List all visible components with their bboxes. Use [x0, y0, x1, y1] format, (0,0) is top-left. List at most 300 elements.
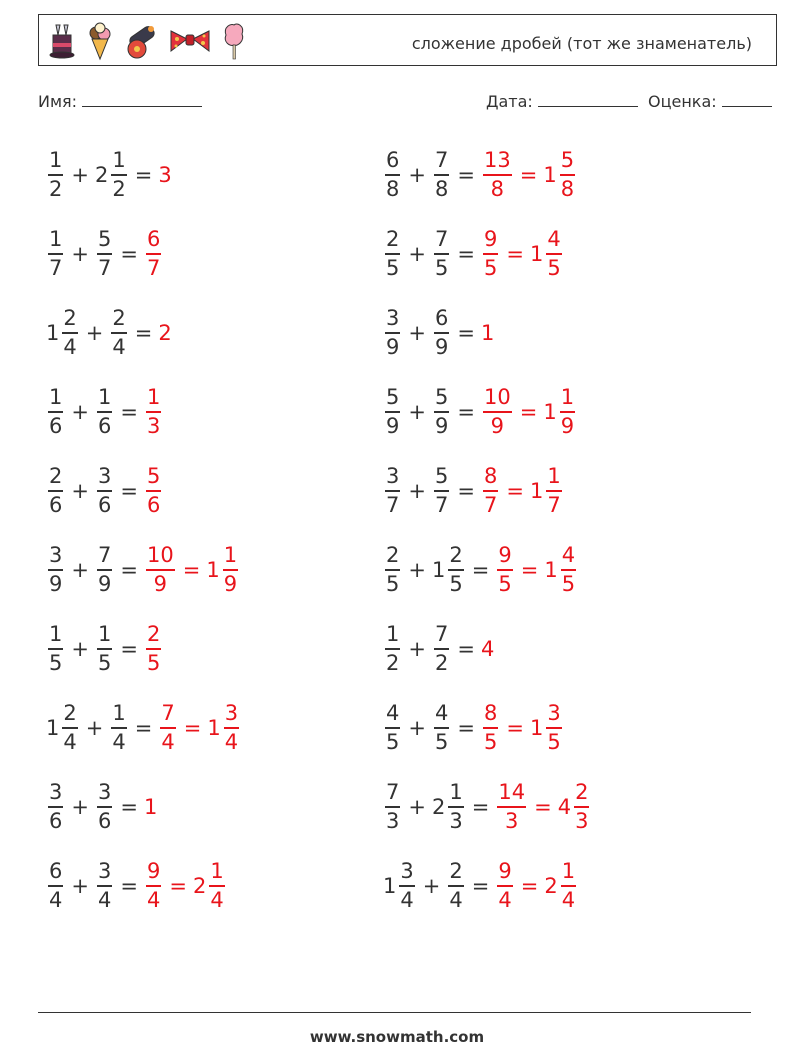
answer-term: 3	[158, 163, 172, 187]
fraction	[483, 387, 512, 437]
answer-term	[144, 387, 163, 437]
problem-item	[46, 851, 227, 921]
fraction	[561, 545, 576, 595]
term	[46, 308, 80, 358]
fraction	[497, 545, 512, 595]
fraction	[385, 229, 400, 279]
term	[432, 308, 451, 358]
denominator: 9	[223, 571, 238, 596]
answer-equals-sign: =	[506, 479, 524, 503]
plus-sign: +	[71, 558, 89, 582]
equals-sign: =	[120, 479, 138, 503]
denominator: 5	[386, 255, 400, 280]
answer-equals-sign: =	[520, 874, 539, 898]
fraction	[146, 624, 161, 674]
numerator: 9	[483, 227, 498, 252]
fraction	[434, 308, 449, 358]
equals-sign: =	[120, 400, 138, 424]
problem-item	[383, 140, 577, 210]
fraction	[385, 545, 400, 595]
equals-sign: =	[134, 716, 153, 740]
numerator: 1	[112, 701, 126, 726]
whole-number: 1	[46, 716, 60, 740]
term	[446, 861, 465, 911]
answer-term: 4	[480, 637, 495, 661]
fraction	[146, 466, 161, 516]
denominator: 3	[449, 808, 463, 833]
fraction	[97, 466, 112, 516]
problem-item	[383, 298, 494, 368]
term	[383, 861, 417, 911]
numerator: 2	[449, 543, 463, 568]
term	[432, 545, 466, 595]
plus-sign: +	[408, 479, 426, 503]
fraction	[448, 782, 463, 832]
answer-term	[558, 782, 592, 832]
answer-term	[495, 545, 514, 595]
problem-item	[46, 772, 157, 842]
denominator: 2	[434, 650, 449, 675]
denominator: 9	[49, 571, 63, 596]
term	[95, 387, 114, 437]
numerator: 2	[63, 701, 77, 726]
fraction	[62, 703, 77, 753]
numerator: 9	[498, 859, 512, 884]
numerator: 1	[547, 464, 561, 489]
whole-number: 1	[207, 716, 221, 740]
fraction	[483, 703, 498, 753]
fraction	[385, 150, 400, 200]
numerator: 5	[560, 148, 575, 173]
answer-term	[543, 150, 577, 200]
denominator: 4	[210, 887, 224, 912]
plus-sign: +	[408, 716, 426, 740]
denominator: 5	[146, 650, 161, 675]
answer-term	[543, 387, 577, 437]
whole-number: 1	[383, 874, 397, 898]
plus-sign: +	[85, 716, 104, 740]
term	[432, 150, 451, 200]
answer-term	[207, 703, 241, 753]
fraction	[97, 624, 112, 674]
equals-sign: =	[120, 242, 138, 266]
numerator: 2	[63, 306, 77, 331]
numerator: 5	[97, 227, 112, 252]
term	[95, 782, 114, 832]
answer-equals-sign: =	[183, 716, 202, 740]
answer-term	[144, 624, 163, 674]
answer-term	[530, 229, 564, 279]
term	[432, 466, 451, 516]
denominator: 5	[498, 571, 512, 596]
whole-number: 2	[431, 795, 446, 819]
whole-number: 1	[529, 479, 544, 503]
denominator: 5	[97, 650, 112, 675]
numerator: 3	[386, 306, 400, 331]
numerator: 4	[547, 227, 561, 252]
numerator: 6	[146, 227, 161, 252]
fraction	[434, 624, 449, 674]
fraction	[97, 861, 112, 911]
equals-sign: =	[457, 321, 475, 345]
fraction	[434, 150, 449, 200]
denominator: 4	[49, 887, 63, 912]
denominator: 5	[49, 650, 63, 675]
fraction	[483, 150, 512, 200]
answer-equals-sign: =	[169, 874, 187, 898]
equals-sign: =	[134, 163, 153, 187]
fraction	[399, 861, 414, 911]
numerator: 2	[49, 464, 63, 489]
numerator: 14	[498, 780, 526, 805]
denominator: 2	[49, 176, 63, 201]
numerator: 1	[112, 148, 126, 173]
equals-sign: =	[134, 321, 153, 345]
plus-sign: +	[408, 637, 426, 661]
term	[46, 387, 65, 437]
fraction	[560, 150, 575, 200]
equals-sign: =	[120, 795, 138, 819]
fraction	[546, 703, 561, 753]
numerator: 2	[386, 227, 400, 252]
numerator: 7	[434, 622, 449, 647]
denominator: 4	[63, 334, 77, 359]
denominator: 6	[49, 808, 63, 833]
numerator: 2	[575, 780, 589, 805]
denominator: 4	[561, 887, 576, 912]
answer-term: 1	[480, 321, 495, 345]
answer-term	[544, 861, 578, 911]
plus-sign: +	[408, 242, 426, 266]
answer-equals-sign: =	[519, 400, 538, 424]
denominator: 5	[449, 571, 463, 596]
numerator: 2	[386, 543, 400, 568]
denominator: 4	[400, 887, 414, 912]
denominator: 4	[112, 334, 126, 359]
problem-item	[46, 456, 163, 526]
fraction	[146, 229, 161, 279]
term	[383, 703, 402, 753]
numerator: 3	[400, 859, 414, 884]
term	[46, 624, 65, 674]
answer-term	[495, 782, 528, 832]
denominator: 8	[560, 176, 575, 201]
numerator: 2	[112, 306, 126, 331]
fraction	[385, 782, 400, 832]
fraction	[434, 466, 449, 516]
fraction	[48, 624, 63, 674]
answer-term	[144, 229, 163, 279]
whole-number: 1	[543, 163, 557, 187]
answer-term	[158, 703, 177, 753]
denominator: 4	[449, 887, 463, 912]
numerator: 3	[97, 464, 112, 489]
numerator: 6	[386, 148, 400, 173]
fraction	[497, 861, 512, 911]
plus-sign: +	[408, 163, 426, 187]
plus-sign: +	[408, 558, 426, 582]
problem-item	[383, 772, 591, 842]
answer-equals-sign: =	[506, 242, 524, 266]
fraction	[483, 466, 498, 516]
numerator: 6	[49, 859, 63, 884]
answer-term	[481, 466, 500, 516]
denominator: 3	[386, 808, 400, 833]
numerator: 1	[49, 227, 63, 252]
denominator: 8	[490, 176, 505, 201]
fraction	[146, 861, 161, 911]
answer-term	[481, 703, 500, 753]
denominator: 2	[112, 176, 126, 201]
numerator: 5	[146, 464, 161, 489]
answer-equals-sign: =	[506, 716, 524, 740]
whole-number: 1	[46, 321, 60, 345]
term	[46, 545, 65, 595]
problem-item	[383, 851, 578, 921]
numerator: 4	[386, 701, 400, 726]
equals-sign: =	[471, 874, 490, 898]
denominator: 7	[547, 492, 561, 517]
fraction	[223, 545, 238, 595]
numerator: 1	[561, 859, 576, 884]
fraction	[111, 308, 126, 358]
denominator: 4	[224, 729, 239, 754]
fraction	[483, 229, 498, 279]
fraction	[48, 861, 63, 911]
answer-term	[206, 545, 240, 595]
plus-sign: +	[422, 874, 441, 898]
numerator: 1	[223, 543, 238, 568]
answer-equals-sign: =	[519, 163, 538, 187]
denominator: 4	[498, 887, 512, 912]
problem-item	[46, 377, 163, 447]
fraction	[48, 545, 63, 595]
numerator: 3	[49, 543, 63, 568]
denominator: 8	[386, 176, 400, 201]
equals-sign: =	[457, 163, 475, 187]
denominator: 6	[49, 413, 63, 438]
term	[95, 624, 114, 674]
fraction	[48, 387, 63, 437]
denominator: 5	[386, 729, 400, 754]
fraction	[385, 308, 400, 358]
numerator: 1	[146, 385, 161, 410]
fraction	[48, 782, 63, 832]
fraction	[97, 545, 112, 595]
numerator: 2	[449, 859, 463, 884]
fraction	[546, 466, 561, 516]
equals-sign: =	[457, 479, 475, 503]
numerator: 4	[434, 701, 449, 726]
denominator: 8	[434, 176, 449, 201]
denominator: 7	[146, 255, 161, 280]
denominator: 7	[483, 492, 498, 517]
fraction	[62, 308, 77, 358]
problem-item	[383, 614, 494, 684]
worksheet-title: сложение дробей (тот же знаменатель)	[411, 34, 752, 53]
fraction	[111, 703, 126, 753]
fraction	[497, 782, 526, 832]
problem-item	[46, 693, 241, 763]
whole-number: 1	[543, 400, 557, 424]
answer-term	[144, 466, 163, 516]
numerator: 3	[97, 780, 112, 805]
problem-item	[383, 219, 564, 289]
plus-sign: +	[408, 795, 426, 819]
numerator: 5	[434, 464, 449, 489]
equals-sign: =	[457, 242, 475, 266]
plus-sign: +	[71, 400, 89, 424]
equals-sign: =	[457, 637, 475, 661]
term	[383, 150, 402, 200]
plus-sign: +	[71, 874, 89, 898]
answer-term	[144, 861, 163, 911]
equals-sign: =	[120, 558, 138, 582]
fraction	[97, 387, 112, 437]
equals-sign: =	[120, 874, 138, 898]
denominator: 9	[434, 413, 449, 438]
problem-item	[46, 140, 172, 210]
numerator: 1	[49, 622, 63, 647]
numerator: 13	[483, 148, 511, 173]
answer-equals-sign: =	[534, 795, 552, 819]
numerator: 9	[146, 859, 161, 884]
fraction	[385, 466, 400, 516]
fraction	[97, 782, 112, 832]
numerator: 2	[146, 622, 161, 647]
numerator: 1	[560, 385, 575, 410]
numerator: 1	[49, 385, 63, 410]
term	[383, 624, 402, 674]
denominator: 6	[97, 413, 112, 438]
numerator: 7	[161, 701, 175, 726]
term	[383, 308, 402, 358]
fraction	[561, 861, 576, 911]
denominator: 3	[505, 808, 519, 833]
denominator: 9	[386, 413, 400, 438]
denominator: 3	[146, 413, 161, 438]
footer-divider	[38, 1012, 751, 1013]
fraction	[48, 150, 63, 200]
numerator: 5	[386, 385, 400, 410]
denominator: 7	[386, 492, 400, 517]
fraction	[448, 545, 463, 595]
problem-item	[46, 614, 163, 684]
denominator: 4	[146, 887, 161, 912]
whole-number: 4	[557, 795, 572, 819]
whole-number: 1	[529, 716, 544, 740]
equals-sign: =	[120, 637, 138, 661]
name-label: Имя:	[38, 92, 78, 111]
whole-number: 2	[192, 874, 207, 898]
term	[46, 861, 65, 911]
fraction	[97, 229, 112, 279]
numerator: 1	[49, 148, 63, 173]
fraction	[385, 703, 400, 753]
denominator: 9	[153, 571, 168, 596]
problem-item	[46, 298, 172, 368]
denominator: 5	[483, 255, 498, 280]
problem-item	[383, 535, 578, 605]
term	[383, 545, 402, 595]
denominator: 7	[49, 255, 63, 280]
term	[432, 703, 451, 753]
equals-sign: =	[457, 716, 475, 740]
term	[383, 782, 402, 832]
equals-sign: =	[457, 400, 475, 424]
term	[109, 308, 128, 358]
denominator: 9	[97, 571, 112, 596]
numerator: 1	[97, 622, 112, 647]
whole-number: 2	[94, 163, 109, 187]
whole-number: 2	[544, 874, 558, 898]
whole-number: 1	[431, 558, 446, 582]
denominator: 6	[97, 492, 112, 517]
answer-equals-sign: =	[182, 558, 201, 582]
denominator: 5	[483, 729, 498, 754]
numerator: 1	[97, 385, 112, 410]
numerator: 3	[49, 780, 63, 805]
fraction	[560, 387, 575, 437]
answer-term: 2	[158, 321, 172, 345]
fraction	[434, 387, 449, 437]
numerator: 4	[561, 543, 576, 568]
numerator: 6	[434, 306, 449, 331]
term	[46, 229, 65, 279]
denominator: 9	[434, 334, 449, 359]
term	[95, 861, 114, 911]
equals-sign: =	[471, 795, 490, 819]
numerator: 10	[483, 385, 511, 410]
numerator: 8	[483, 464, 498, 489]
denominator: 5	[547, 729, 561, 754]
problem-item	[383, 456, 564, 526]
term	[95, 466, 114, 516]
term	[432, 387, 451, 437]
answer-term	[530, 466, 564, 516]
fraction	[146, 387, 161, 437]
term	[432, 624, 451, 674]
answer-term: 1	[143, 795, 158, 819]
equals-sign: =	[471, 558, 490, 582]
problem-item	[46, 219, 163, 289]
denominator: 5	[386, 571, 400, 596]
answer-term	[481, 387, 514, 437]
denominator: 6	[146, 492, 161, 517]
term	[46, 466, 65, 516]
answer-term	[193, 861, 227, 911]
term	[46, 782, 65, 832]
denominator: 5	[561, 571, 576, 596]
numerator: 1	[386, 622, 400, 647]
term	[432, 782, 466, 832]
denominator: 5	[434, 255, 449, 280]
fraction	[146, 545, 175, 595]
numerator: 10	[146, 543, 174, 568]
fraction	[448, 861, 463, 911]
denominator: 3	[575, 808, 589, 833]
fraction	[160, 703, 175, 753]
answer-equals-sign: =	[520, 558, 539, 582]
fraction	[574, 782, 589, 832]
fraction	[209, 861, 224, 911]
numerator: 7	[434, 148, 449, 173]
problem-item	[383, 377, 577, 447]
fraction	[434, 229, 449, 279]
numerator: 5	[434, 385, 449, 410]
whole-number: 1	[544, 558, 558, 582]
footer-site: www.snowmath.com	[309, 1028, 485, 1046]
